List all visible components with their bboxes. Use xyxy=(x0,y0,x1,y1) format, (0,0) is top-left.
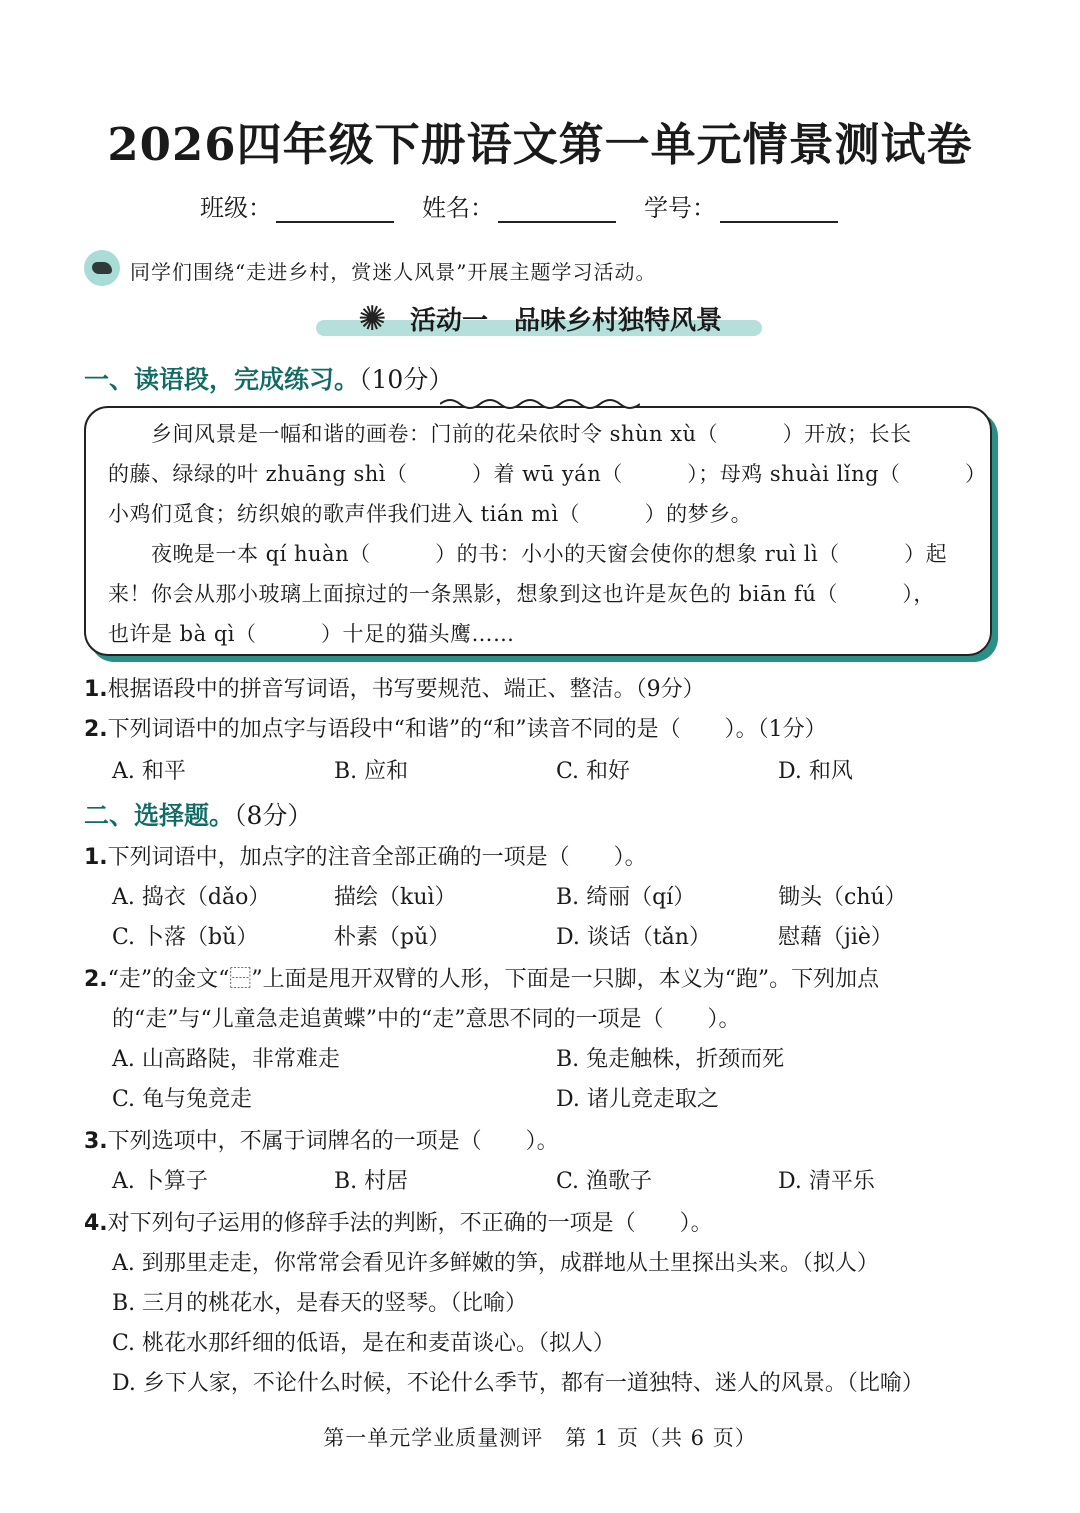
option-d[interactable]: D. 诸儿竞走取之 xyxy=(556,1087,719,1112)
option-c[interactable]: C. 龟与兔竞走 xyxy=(112,1087,253,1112)
option-a[interactable]: A. 卜算子 xyxy=(112,1169,208,1194)
option-c[interactable]: C. 桃花水那纤细的低语，是在和麦苗谈心。（拟人） xyxy=(112,1331,616,1356)
option-d[interactable]: D. 乡下人家，不论什么时候，不论什么季节，都有一道独特、迷人的风景。（比喻） xyxy=(112,1371,924,1396)
passage-line: 夜晚是一本 qí huàn（ ）的书：小小的天窗会使你的想象 ruì lì（ ）起 xyxy=(108,542,948,566)
option-b[interactable]: B. 村居 xyxy=(334,1169,409,1194)
option-b[interactable]: B. 兔走触株，折颈而死 xyxy=(556,1047,785,1072)
sun-icon: ✺ xyxy=(358,299,387,339)
intro-text: 同学们围绕“走进乡村，赏迷人风景”开展主题学习活动。 xyxy=(130,260,657,284)
question-2-4: 4.对下列句子运用的修辞手法的判断，不正确的一项是（ ）。 xyxy=(84,1211,713,1236)
name-field[interactable]: 姓名： xyxy=(422,188,616,223)
section2-heading: 二、选择题。（8分） xyxy=(84,801,313,830)
option-a[interactable]: A. 到那里走走，你常常会看见许多鲜嫩的笋，成群地从土里探出头来。（拟人） xyxy=(112,1251,879,1276)
passage-line: 的藤、绿绿的叶 zhuāng shì（ ）着 wū yán（ ）；母鸡 shuài lǐng（ ） xyxy=(108,462,987,486)
passage-line: 乡间风景是一幅和谐的画卷：门前的花朵依时令 shùn xù（ ）开放；长长 xyxy=(108,422,912,446)
option-c[interactable]: C. 渔歌子 xyxy=(556,1169,653,1194)
bird-icon xyxy=(84,250,120,286)
option-a[interactable]: A. 山高路陡，非常难走 xyxy=(112,1047,340,1072)
page-title: 2026四年级下册语文第一单元情景测试卷 xyxy=(107,118,973,171)
passage-line: 来！你会从那小玻璃上面掠过的一条黑影，想象到这也许是灰色的 biān fú（ ）， xyxy=(108,582,935,606)
option-c[interactable]: C. 卜落（bǔ） xyxy=(112,925,259,950)
option-d[interactable]: D. 和风 xyxy=(778,759,853,784)
question-1-2: 2.下列词语中的加点字与语段中“和谐”的“和”读音不同的是（ ）。（1分） xyxy=(84,717,827,742)
question-1-1: 1.根据语段中的拼音写词语，书写要规范、端正、整洁。（9分） xyxy=(84,677,705,702)
passage-line: 也许是 bà qì（ ）十足的猫头鹰…… xyxy=(108,622,515,646)
student-info-fields xyxy=(200,188,838,223)
student-id-field[interactable]: 学号： xyxy=(644,188,838,223)
option-d[interactable]: D. 谈话（tǎn） xyxy=(556,925,711,950)
option-d[interactable]: D. 清平乐 xyxy=(778,1169,875,1194)
option-b[interactable]: B. 应和 xyxy=(334,759,409,784)
wave-decoration xyxy=(440,396,640,412)
option-a[interactable]: A. 和平 xyxy=(112,759,186,784)
passage-line: 小鸡们觅食；纺织娘的歌声伴我们进入 tián mì（ ）的梦乡。 xyxy=(108,502,753,526)
activity-title: 活动一 品味乡村独特风景 xyxy=(410,306,723,336)
option-a-word2: 描绘（kuì） xyxy=(334,885,457,910)
question-2-2: 2.“走”的金文“⿱”上面是甩开双臂的人形，下面是一只脚，本义为“跑”。下列加点 xyxy=(84,967,880,992)
option-b[interactable]: B. 三月的桃花水，是春天的竖琴。（比喻） xyxy=(112,1291,528,1316)
option-b-word2: 锄头（chú） xyxy=(778,885,907,910)
option-d-word2: 慰藉（jiè） xyxy=(778,925,893,950)
question-2-2-cont: 的“走”与“儿童急走追黄蝶”中的“走”意思不同的一项是（ ）。 xyxy=(112,1007,741,1032)
question-2-1: 1.下列词语中，加点字的注音全部正确的一项是（ ）。 xyxy=(84,845,647,870)
question-2-3: 3.下列选项中，不属于词牌名的一项是（ ）。 xyxy=(84,1129,559,1154)
option-a[interactable]: A. 捣衣（dǎo） xyxy=(112,885,271,910)
option-b[interactable]: B. 绮丽（qí） xyxy=(556,885,696,910)
page-footer: 第一单元学业质量测评 第 1 页（共 6 页） xyxy=(323,1426,757,1450)
class-field[interactable]: 班级： xyxy=(200,188,394,223)
option-c[interactable]: C. 和好 xyxy=(556,759,631,784)
option-c-word2: 朴素（pǔ） xyxy=(334,925,451,950)
section1-heading: 一、读语段，完成练习。（10分） xyxy=(84,365,454,394)
